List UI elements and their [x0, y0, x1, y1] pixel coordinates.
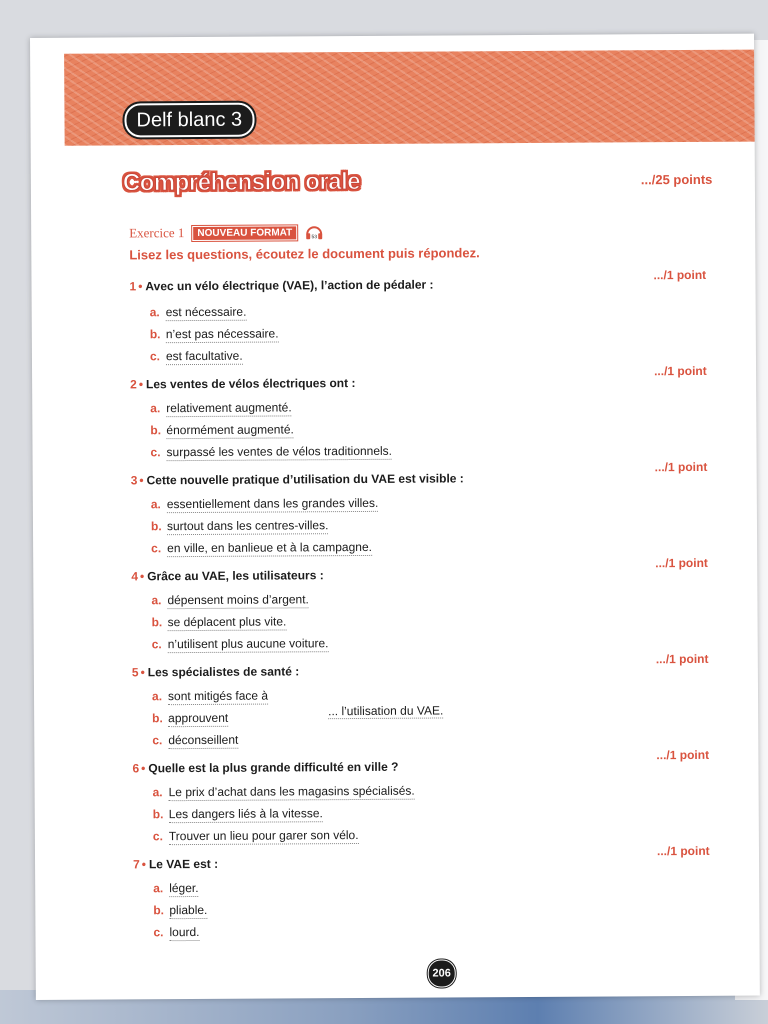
q2-option-a[interactable]: a. relativement augmenté.	[150, 400, 292, 416]
question-3: 3 • Cette nouvelle pratique d’utilisation du VAE est visible :	[130, 471, 464, 488]
question-text: Le VAE est :	[148, 856, 219, 872]
question-number: 3	[130, 473, 138, 488]
question-text: Quelle est la plus grande difficulté en ville ?	[148, 759, 399, 776]
q3-option-a[interactable]: a. essentiellement dans les grandes villes.	[150, 495, 379, 512]
q7-option-c[interactable]: c. lourd.	[153, 924, 200, 940]
format-tag: NOUVEAU FORMAT	[192, 225, 297, 241]
question-4: 4 • Grâce au VAE, les utilisateurs :	[131, 568, 324, 584]
q7-option-a[interactable]: a. léger.	[153, 880, 199, 896]
q6-option-a[interactable]: a. Le prix d’achat dans les magasins spécialisés.	[152, 783, 415, 800]
section-title: Compréhension orale	[122, 167, 361, 197]
q7-option-b[interactable]: b. pliable.	[153, 902, 208, 918]
q6-option-b[interactable]: b. Les dangers liés à la vitesse.	[152, 806, 323, 822]
question-number: 7	[133, 857, 140, 872]
question-1: 1 • Avec un vélo électrique (VAE), l’action de pédaler :	[129, 277, 434, 294]
q5-option-a[interactable]: a. sont mitigés face à	[151, 688, 269, 704]
instruction-text: Lisez les questions, écoutez le document puis répondez.	[129, 245, 480, 263]
question-number: 2	[130, 377, 137, 392]
page-number: 206	[428, 959, 456, 987]
delf-badge: Delf blanc 3	[124, 103, 254, 138]
question-number: 5	[131, 665, 139, 680]
question-text: Grâce au VAE, les utilisateurs :	[147, 568, 324, 584]
question-2-points: .../1 point	[654, 363, 707, 379]
q2-option-b[interactable]: b. énormément augmenté.	[150, 422, 294, 438]
question-6: 6 • Quelle est la plus grande difficulté en ville ?	[132, 759, 399, 776]
question-2: 2 • Les ventes de vélos électriques ont :	[130, 376, 356, 392]
track-number: 53	[311, 234, 318, 241]
q6-option-c[interactable]: c. Trouver un lieu pour garer son vélo.	[152, 828, 359, 844]
q5-option-c[interactable]: c. déconseillent	[152, 732, 239, 748]
q3-option-c[interactable]: c. en ville, en banlieue et à la campagne.	[151, 539, 372, 556]
question-5-points: .../1 point	[655, 651, 709, 667]
question-text: Cette nouvelle pratique d’utilisation du VAE est visible :	[146, 471, 464, 488]
q1-option-b[interactable]: b. n’est pas nécessaire.	[149, 326, 279, 342]
q5-option-b[interactable]: b. approuvent	[152, 710, 229, 726]
question-5: 5 • Les spécialistes de santé :	[131, 664, 300, 680]
q2-option-c[interactable]: c. surpassé les ventes de vélos traditionnels.	[150, 443, 393, 460]
headphones-icon	[305, 224, 323, 240]
question-text: Les ventes de vélos électriques ont :	[145, 376, 356, 392]
question-4-points: .../1 point	[655, 555, 708, 571]
q4-option-a[interactable]: a. dépensent moins d’argent.	[151, 592, 309, 608]
q1-option-c[interactable]: c. est facultative.	[149, 348, 243, 364]
exercise-header	[129, 224, 323, 241]
total-points: .../25 points	[640, 171, 713, 188]
question-number: 6	[132, 761, 140, 776]
q4-option-c[interactable]: c. n’utilisent plus aucune voiture.	[151, 636, 329, 652]
question-number: 4	[131, 569, 139, 584]
question-1-points: .../1 point	[653, 267, 707, 283]
question-6-points: .../1 point	[656, 747, 710, 763]
q3-option-b[interactable]: b. surtout dans les centres-villes.	[150, 518, 329, 534]
q1-option-a[interactable]: a. est nécessaire.	[149, 304, 247, 320]
question-text: Avec un vélo électrique (VAE), l’action de pédaler :	[145, 277, 434, 294]
q5-suffix: ... l’utilisation du VAE.	[328, 703, 444, 719]
question-text: Les spécialistes de santé :	[147, 664, 300, 680]
question-number: 1	[129, 279, 137, 294]
question-7-points: .../1 point	[656, 843, 710, 859]
exercise-label: Exercice 1	[129, 225, 185, 241]
document-page	[30, 34, 760, 1000]
q4-option-b[interactable]: b. se déplacent plus vite.	[151, 614, 287, 630]
question-7: 7 • Le VAE est :	[133, 856, 219, 872]
question-3-points: .../1 point	[654, 459, 708, 475]
